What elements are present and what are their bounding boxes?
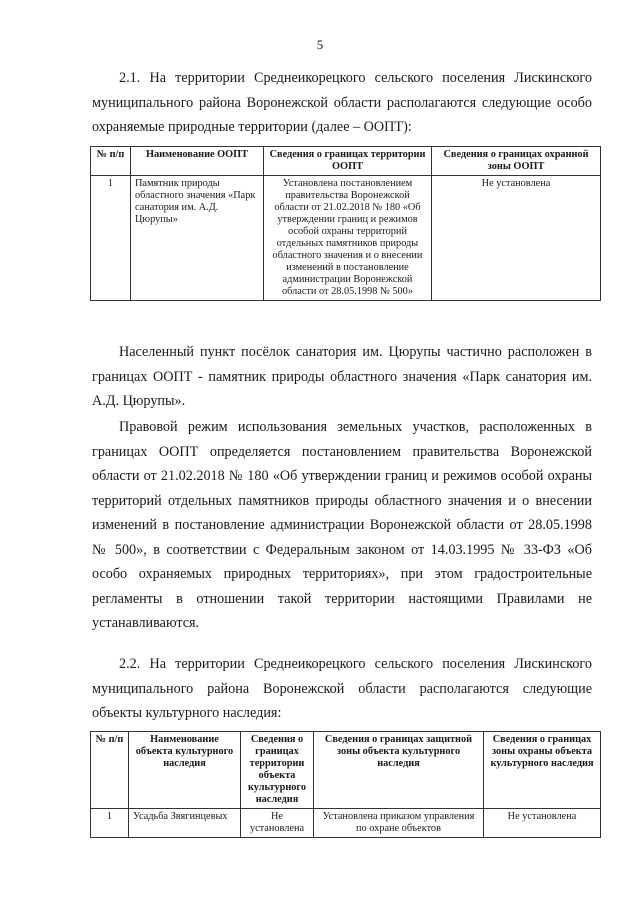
section-2-2-intro: 2.2. На территории Среднеикорецкого сельского поселения Лискинского муниципального района Воронежской области располагаются следующие объекты культурного наследия: (92, 656, 592, 721)
heritage-territory: Не установлена (241, 809, 314, 838)
column-header-number: № п/п (91, 732, 129, 809)
column-header-heritage-name: Наименование объекта культурного наследия (129, 732, 241, 809)
table-header-row (91, 732, 601, 809)
table-row (91, 176, 601, 301)
column-header-territory: Сведения о границах территории объекта культурного наследия (241, 732, 314, 809)
oopt-table (90, 146, 601, 301)
oopt-name: Памятник природы областного значения «Парк санатория им. А.Д. Цюрупы» (131, 176, 264, 301)
heritage-name: Усадьба Звягинцевых (129, 809, 241, 838)
paragraph-legal-regime: Правовой режим использования земельных участков, расположенных в границах ООПТ определяется постановлением правительства Воронежской области от 21.02.2018 № 180 «Об утверждении границ и режимов особой охраны территорий отдельных памятников природы областного значения и о внесении изменений в постановление администрации Воронежской области от 28.05.1998 № 500», в соответствии с Федеральным законом от 14.03.1995 № 33-ФЗ «Об особо охраняемых природных территориях», при этом градостроительные регламенты в отношении такой территории настоящими Правилами не устанавливаются. (92, 419, 592, 631)
oopt-boundaries: Установлена постановлением правительства Воронежской области от 21.02.2018 № 180 «Об утверждении границ и режимов особой охраны территорий отдельных памятников природы областного значения и о внесении изменений в постановление администрации Воронежской области от 28.05.1998 № 500» (264, 176, 432, 301)
oopt-protection-zone: Не установлена (432, 176, 601, 301)
table-row (91, 809, 601, 838)
column-header-protection-zone: Сведения о границах охранной зоны ООПТ (432, 147, 601, 176)
column-header-security-zone: Сведения о границах зоны охраны объекта культурного наследия (484, 732, 601, 809)
table-header-row (91, 147, 601, 176)
row-number: 1 (91, 176, 131, 301)
heritage-table (90, 731, 601, 838)
heritage-protective-zone: Установлена приказом управления по охране объектов (314, 809, 484, 838)
section-2-1-intro: 2.1. На территории Среднеикорецкого сельского поселения Лискинского муниципального района Воронежской области располагаются следующие особо охраняемые природные территории (далее – ООПТ): (92, 70, 592, 135)
page-number: 5 (316, 37, 324, 52)
column-header-number: № п/п (91, 147, 131, 176)
column-header-name: Наименование ООПТ (131, 147, 264, 176)
column-header-boundaries: Сведения о границах территории ООПТ (264, 147, 432, 176)
row-number: 1 (91, 809, 129, 838)
column-header-protective-zone: Сведения о границах защитной зоны объекта культурного наследия (314, 732, 484, 809)
heritage-security-zone: Не установлена (484, 809, 601, 838)
paragraph-settlement: Населенный пункт посёлок санатория им. Цюрупы частично расположен в границах ООПТ - памятник природы областного значения «Парк санатория им. А.Д. Цюрупы». (92, 344, 592, 409)
